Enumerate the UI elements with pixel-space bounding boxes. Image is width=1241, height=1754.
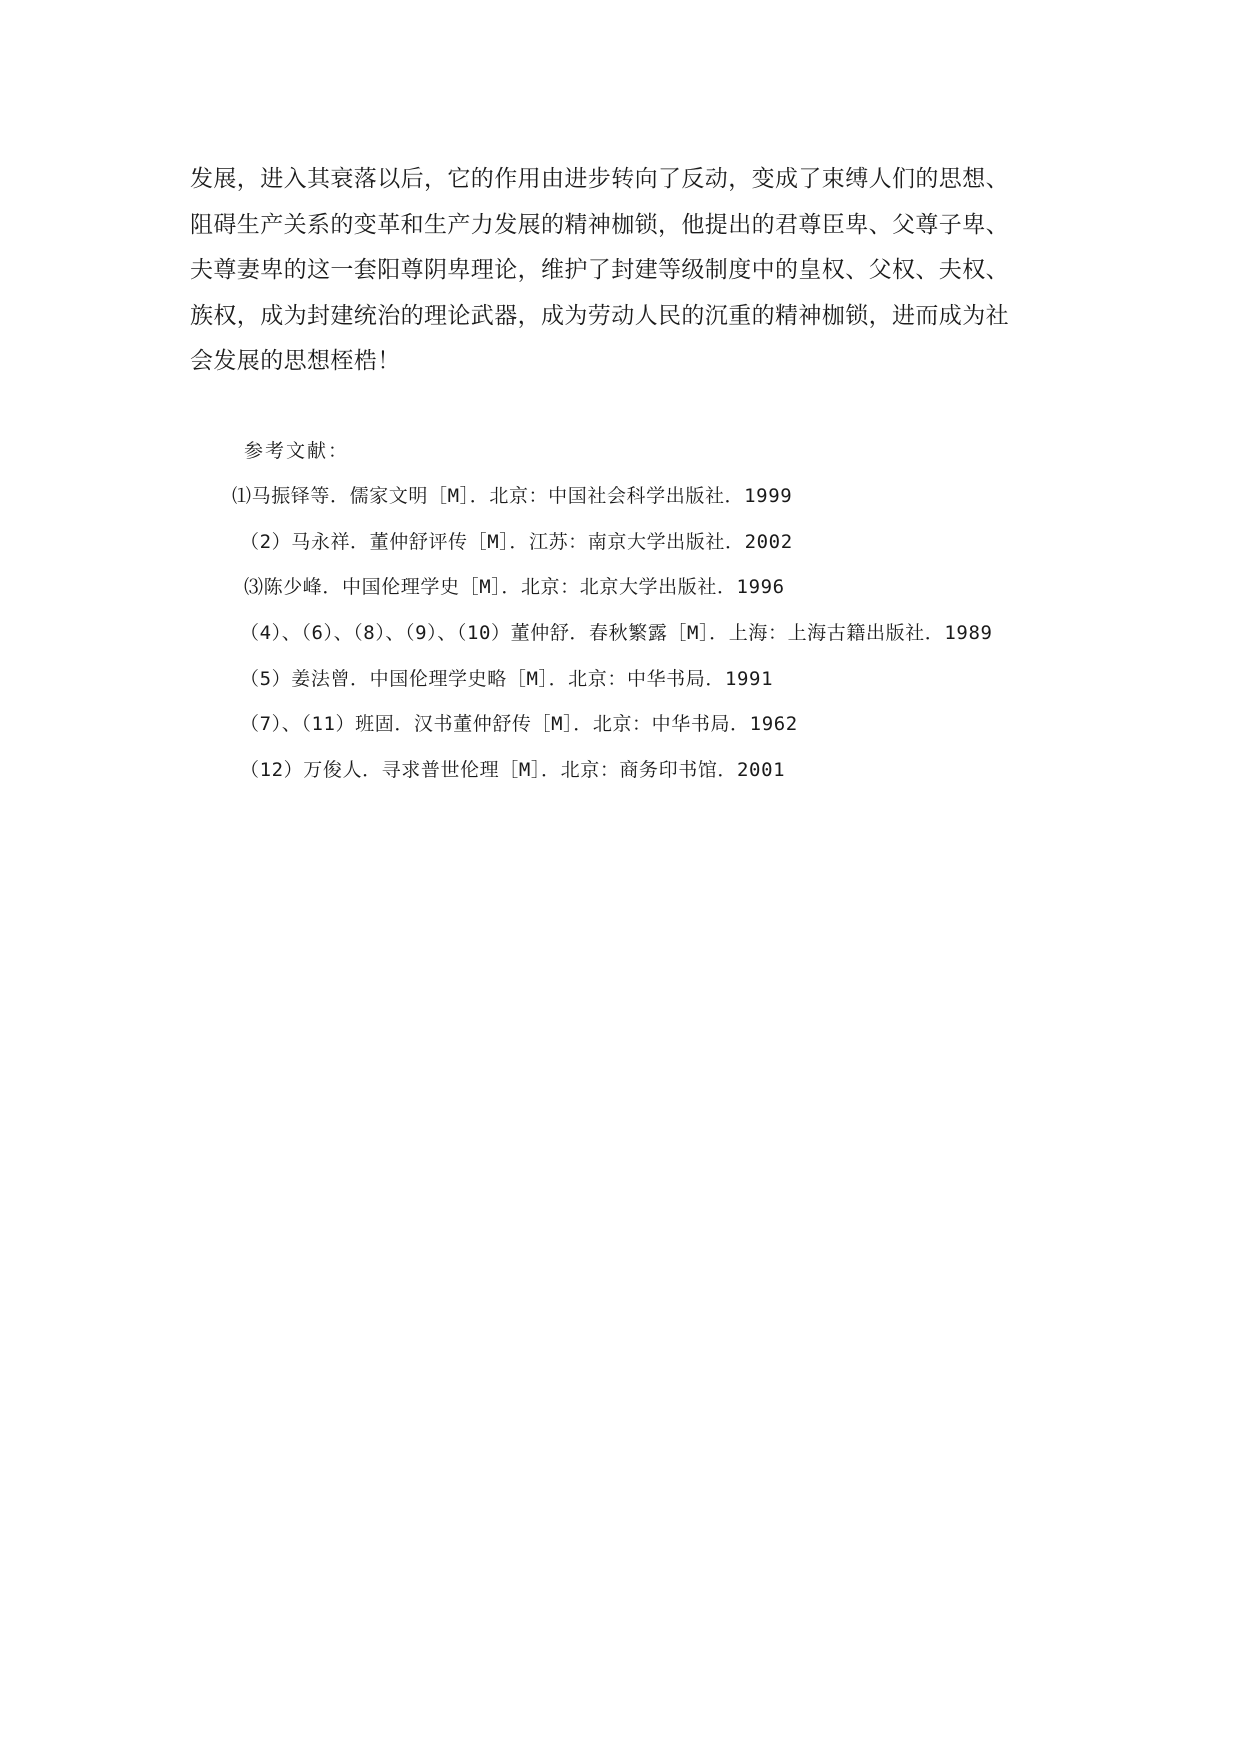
reference-item: （5）姜法曾．中国伦理学史略［M］．北京：中华书局．1991 <box>240 668 774 690</box>
paragraph-line: 族权，成为封建统治的理论武器，成为劳动人民的沉重的精神枷锁，进而成为社 <box>190 302 1009 329</box>
paragraph-line: 阻碍生产关系的变革和生产力发展的精神枷锁，他提出的君尊臣卑、父尊子卑、 <box>190 211 1009 238</box>
paragraph-line: 夫尊妻卑的这一套阳尊阴卑理论，维护了封建等级制度中的皇权、父权、夫权、 <box>190 257 1009 283</box>
body-paragraph <box>190 157 1060 385</box>
paragraph-line: 发展，进入其衰落以后，它的作用由进步转向了反动，变成了束缚人们的思想、 <box>190 166 1009 192</box>
reference-item: （2）马永祥．董仲舒评传［M］．江苏：南京大学出版社．2002 <box>240 531 793 553</box>
reference-item: （7）、（11）班固．汉书董仲舒传［M］．北京：中华书局．1962 <box>240 713 798 735</box>
paragraph-line: 会发展的思想桎梏！ <box>190 348 401 374</box>
references-heading: 参考文献： <box>244 440 350 462</box>
reference-item: （12）万俊人．寻求普世伦理［M］．北京：商务印书馆．2001 <box>240 759 786 781</box>
reference-item: （4）、（6）、（8）、（9）、（10）董仲舒．春秋繁露［M］．上海：上海古籍出版社．1989 <box>240 622 993 644</box>
reference-item: ⑶陈少峰．中国伦理学史［M］．北京：北京大学出版社．1996 <box>244 576 785 598</box>
reference-item: ⑴马振铎等．儒家文明［M］．北京：中国社会科学出版社．1999 <box>232 485 793 507</box>
